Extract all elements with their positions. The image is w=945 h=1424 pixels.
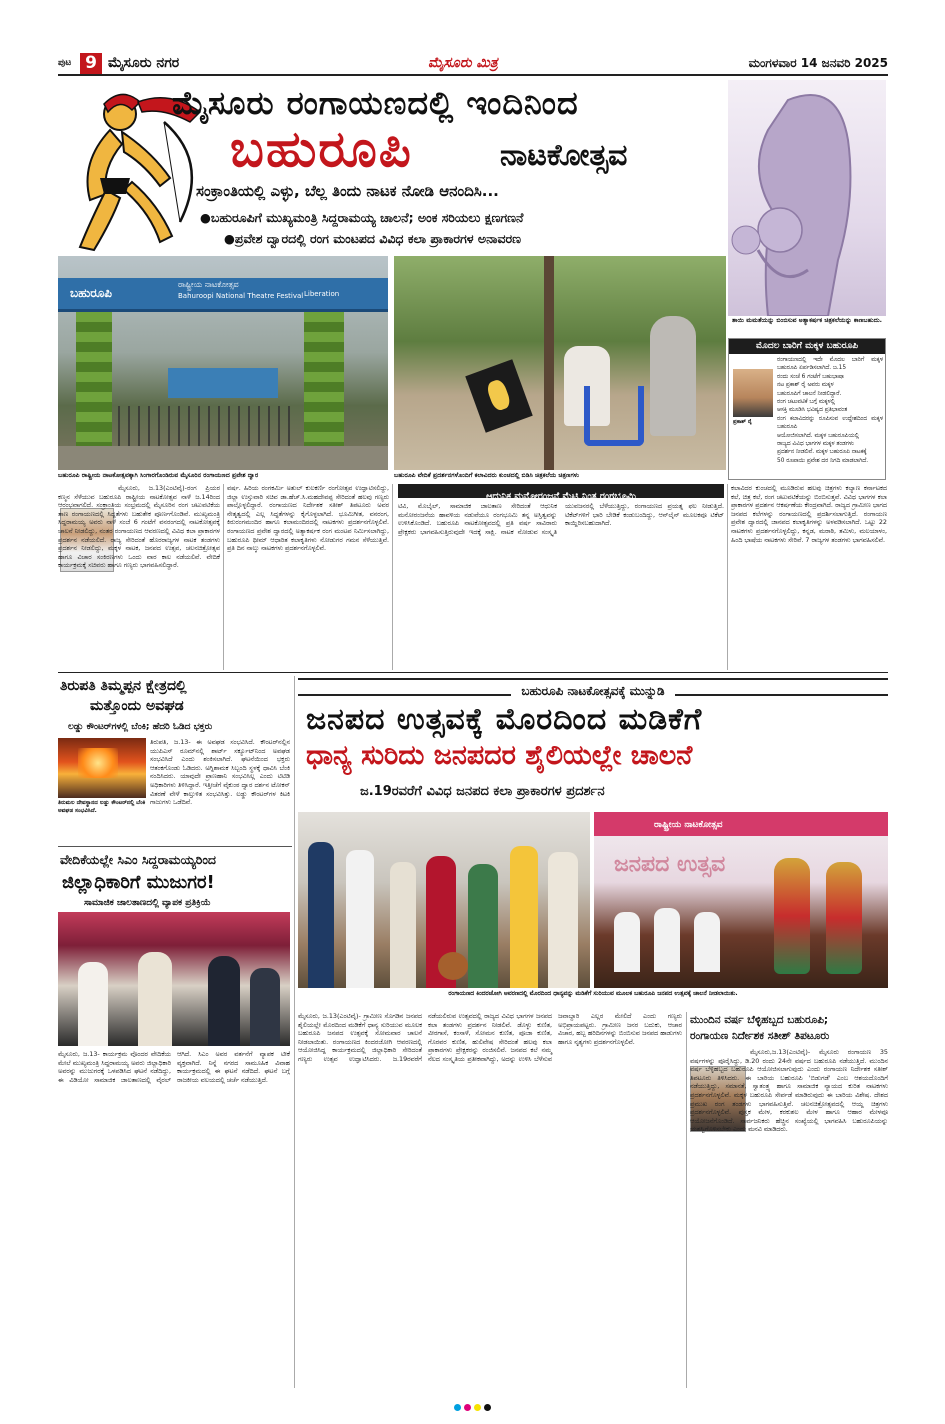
- dignitary-1: [308, 842, 334, 988]
- kids-box-line: ನಟ ಪ್ರಕಾಶ್ ರೈ ಅವರು ಮಕ್ಕಳ: [777, 382, 834, 389]
- person-2: [138, 952, 172, 1046]
- dignitary-3: [390, 862, 416, 988]
- grain-pot: [438, 952, 468, 980]
- dancer-1: [774, 858, 810, 974]
- musician-1: [614, 912, 640, 972]
- tree-trunk: [544, 256, 554, 470]
- fire-flames: [78, 748, 118, 778]
- stage-backdrop-word: ಜನಪದ ಉತ್ಸವ: [614, 852, 726, 877]
- tirupati-title-1: ತಿರುಪತಿ ತಿಮ್ಮಪ್ಪನ ಕ್ಷೇತ್ರದಲ್ಲಿ: [60, 678, 187, 694]
- tirupati-subtitle: ಲಡ್ಡು ಕೌಂಟರ್‌ಗಳಲ್ಲಿ ಬೆಂಕಿ; ಹೆದರಿ ಓಡಿದ ಭಕ್ತರು: [68, 722, 213, 732]
- issue-date: ಮಂಗಳವಾರ 14 ಜನವರಿ 2025: [748, 56, 888, 70]
- janapada-subtitle: ಜ.19ರವರೆಗೆ ವಿವಿಧ ಜನಪದ ಕಲಾ ಪ್ರಾಕಾರಗಳ ಪ್ರದರ್ಶನ: [360, 784, 605, 799]
- mother-sculpture-photo: [728, 80, 886, 316]
- lead-bullet-1: ●ಬಹುರೂಪಿಗೆ ಮುಖ್ಯಮಂತ್ರಿ ಸಿದ್ದರಾಮಯ್ಯ ಚಾಲನೆ; ಅಂಕ ಸರಿಯಲು ಕ್ಷಣಗಣನೆ: [200, 210, 524, 225]
- kids-box-line: ಆಸಕ್ತಿ ಮೂಡಿಸಿ ಭವಿಷ್ಯದ ಪ್ರತಿಭಾವಂತ: [777, 407, 848, 414]
- lead-kicker: ಮೈಸೂರು ರಂಗಾಯಣದಲ್ಲಿ ಇಂದಿನಿಂದ: [172, 84, 579, 122]
- registration-mark-magenta: [464, 1404, 471, 1411]
- kids-box-line: ರಂಗ ಕಲಾವಿದರನ್ನು ರೂಪಿಸುವ ಉದ್ದೇಶದಿಂದ ಮಕ್ಕಳ ಬಹುರೂಪಿ: [777, 415, 883, 431]
- kids-box-line: ರಂಗ ಚಟುವಟಿಕೆ ಬಗ್ಗೆ ಮಕ್ಕಳಲ್ಲಿ: [777, 399, 836, 406]
- mid-banner-text: ಆಧುನಿಕ ಮನೋರಂಜನೆ ಮೆಟ್ಟಿ ನಿಂತ ರಂಗಭೂಮಿ: [486, 491, 636, 502]
- next-year-title-2: ರಂಗಾಯಣ ನಿರ್ದೇಶಕ ಸತೀಶ್ ತಿಪಟೂರು: [690, 1030, 830, 1042]
- dignitary-2: [346, 850, 374, 988]
- dignitary-5: [468, 864, 498, 988]
- cm-story-title-2: ಜಿಲ್ಲಾಧಿಕಾರಿಗೆ ಮುಜುಗರ!: [62, 872, 215, 893]
- person-3: [208, 956, 240, 1046]
- column-rule: [294, 676, 295, 1388]
- lead-body-col3: ಟಿವಿ, ಮೊಬೈಲ್, ಸಾಮಾಜಿಕ ಜಾಲತಾಣ ಸೇರಿದಂತೆ ಆಧುನಿಕ ಮನೋರಂಜನೆಯ ಹಾವಳಿಯ ನಡುವೆಯೂ ರಂಗಭೂಮಿ ತನ್ನ ಅಸ್ತಿತ್ವವನ್ನು ಉಳಿಸಿಕೊಂಡಿದೆ. ಬಹುರೂಪಿ ನಾಟಕೋತ್ಸವದಲ್ಲಿ ಪ್ರತಿ ವರ್ಷ ಸಾವಿರಾರು ಪ್ರೇಕ್ಷಕರು ಭಾಗವಹಿಸುತ್ತಿರುವುದೇ ಇದಕ್ಕೆ ಸಾಕ್ಷಿ. ನಾಟಕ ನೋಡುವ ಸಂಸ್ಕೃತಿ ಯುವಜನರಲ್ಲಿ ಬೆಳೆಯುತ್ತಿದ್ದು, ರಂಗಾಯಣದ ಪ್ರಯತ್ನ ಫಲ ನೀಡುತ್ತಿದೆ. ಟಿಕೆಟ್‌ಗಳಿಗೆ ಭಾರಿ ಬೇಡಿಕೆ ಕಂಡುಬಂದಿದ್ದು, ಆನ್‌ಲೈನ್ ಮೂಲಕವೂ ಟಿಕೆಟ್ ಕಾಯ್ದಿರಿಸಬಹುದಾಗಿದೆ.: [398, 502, 724, 536]
- rangayana-gate-photo: [58, 256, 388, 470]
- janapada-stage-photo: [594, 812, 888, 988]
- painter-photo: [394, 256, 726, 470]
- section-divider: [58, 672, 888, 673]
- kids-box-line: ರಂದು ಸಂಜೆ 6 ಗಂಟೆಗೆ ಬಹುಭಾಷಾ: [777, 373, 844, 380]
- tirupati-fire-caption: ತಿರುಮಲ ದೇವಸ್ಥಾನದ ಲಡ್ಡು ಕೌಂಟರ್‌ನಲ್ಲಿ ಬೆಂಕಿ ಅವಘಡ ಸಂಭವಿಸಿದೆ.: [58, 800, 146, 814]
- next-year-title-1: ಮುಂದಿನ ವರ್ಷ ಬೆಳ್ಳಿಹಬ್ಬದ ಬಹುರೂಪಿ;: [690, 1014, 829, 1026]
- dignitary-7: [548, 852, 578, 988]
- garden-statue: [650, 316, 696, 436]
- registration-mark-black: [484, 1404, 491, 1411]
- gate-banner: [58, 278, 388, 312]
- lead-body-col2: ವರ್ಷ. ಹಿರಿಯ ರಂಗಕರ್ಮಿ ಅತುಲ್ ಕುಲಕರ್ಣಿ ರಂಗೋತ್ಸವ ಉದ್ಘಾಟಿಸಲಿದ್ದು, ಜಿಲ್ಲಾ ಉಸ್ತುವಾರಿ ಸಚಿವ ಡಾ.ಹೆಚ್.ಸಿ.ಮಹದೇವಪ್ಪ ಸೇರಿದಂತೆ ಹಲವು ಗಣ್ಯರು ಪಾಲ್ಗೊಳ್ಳಲಿದ್ದಾರೆ. ರಂಗಾಯಣದ ನಿರ್ದೇಶಕ ಸತೀಶ್ ತಿಪಟೂರು ಅವರ ನೇತೃತ್ವದಲ್ಲಿ ಎಲ್ಲ ಸಿದ್ಧತೆಗಳನ್ನು ಕೈಗೊಳ್ಳಲಾಗಿದೆ. ಭೂಮಿಗೀತ, ವನರಂಗ, ಕಿರುರಂಗಮಂದಿರ ಹಾಗೂ ಕಲಾಮಂದಿರದಲ್ಲಿ ನಾಟಕಗಳು ಪ್ರದರ್ಶನಗೊಳ್ಳಲಿವೆ. ರಂಗಾಯಣದ ಪ್ರವೇಶ ದ್ವಾರದಲ್ಲಿ ಅತ್ಯಾಕರ್ಷಕ ರಂಗ ಮಂಟಪ ನಿರ್ಮಿಸಲಾಗಿದ್ದು, ಬಹುರೂಪಿ ಥೀಮ್ ಆಧಾರಿತ ಕಲಾಕೃತಿಗಳು ನೋಡುಗರ ಗಮನ ಸೆಳೆಯುತ್ತಿವೆ. ಪ್ರತಿ ದಿನ ನಾಲ್ಕು ನಾಟಕಗಳು ಪ್ರದರ್ಶನಗೊಳ್ಳಲಿವೆ.: [227, 484, 389, 553]
- musician-2: [654, 908, 680, 972]
- column-rule: [727, 484, 728, 670]
- painter-caption: ಬಹುರೂಪಿ ವೇದಿಕೆ ಪ್ರದರ್ಶನಗಳೊಂದಿಗೆ ಕಲಾವಿದರು ಕುಂಚದಲ್ಲಿ ಬಿಡಿಸಿ ಚಿತ್ರಕಲೆಯ ಚಿತ್ರಣಗಳು: [394, 472, 580, 479]
- cm-story-title-1: ವೇದಿಕೆಯಲ್ಲೇ ಸಿಎಂ ಸಿದ್ದರಾಮಯ್ಯರಿಂದ: [60, 852, 216, 867]
- gate-sign-bahuroopi: ಬಹುರೂಪಿ: [70, 286, 112, 300]
- page-header: [58, 52, 888, 76]
- kids-box-line: 50 ರೂಪಾಯಿ ಪ್ರವೇಶ ದರ ನಿಗದಿ ಮಾಡಲಾಗಿದೆ.: [777, 457, 869, 464]
- lead-subtitle: ಸಂಕ್ರಾಂತಿಯಲ್ಲಿ ಎಳ್ಳು, ಬೆಲ್ಲ ತಿಂದು ನಾಟಕ ನೋಡಿ ಆನಂದಿಸಿ...: [196, 182, 499, 200]
- stage-banner-text: ರಾಷ್ಟ್ರೀಯ ನಾಟಕೋತ್ಸವ: [654, 820, 723, 830]
- janapada-kicker: ಬಹುರೂಪಿ ನಾಟಕೋತ್ಸವಕ್ಕೆ ಮುನ್ನುಡಿ: [511, 684, 674, 698]
- kids-box-title: ಮೊದಲ ಬಾರಿಗೆ ಮಕ್ಕಳ ಬಹುರೂಪಿ: [729, 339, 885, 354]
- painting-canvas: [465, 359, 533, 432]
- person-1: [78, 962, 108, 1046]
- registration-mark-cyan: [454, 1404, 461, 1411]
- lead-bullet-2: ●ಪ್ರವೇಶ ದ್ವಾರದಲ್ಲಿ ರಂಗ ಮಂಟಪದ ವಿವಿಧ ಕಲಾ ಪ್ರಾಕಾರಗಳ ಅನಾವರಣ: [224, 231, 521, 246]
- page-number: 9: [85, 53, 97, 73]
- gate-caption: ಬಹುರೂಪಿ ರಾಷ್ಟ್ರೀಯ ನಾಟಕೋತ್ಸವಕ್ಕಾಗಿ ಸಿಂಗಾರಗೊಂಡಿರುವ ಮೈಸೂರಿನ ರಂಗಾಯಣದ ಪ್ರವೇಶ ದ್ವಾರ: [58, 472, 259, 479]
- cm-story-body: ಮೈಸೂರು, ಜ.13- ಕಾರ್ಯಕ್ರಮ ವೊಂದರ ವೇದಿಕೆಯ ಮೇಲೆ ಮುಖ್ಯಮಂತ್ರಿ ಸಿದ್ದರಾಮಯ್ಯ ಅವರು ಜಿಲ್ಲಾಧಿಕಾರಿ ಅವರನ್ನು ಮುಜುಗರಕ್ಕೆ ಒಳಪಡಿಸಿದ ಘಟನೆ ನಡೆದಿದ್ದು, ಈ ವಿಡಿಯೋ ಸಾಮಾಜಿಕ ಜಾಲತಾಣದಲ್ಲಿ ವೈರಲ್ ಆಗಿದೆ. ಸಿಎಂ ಅವರ ವರ್ತನೆಗೆ ವ್ಯಾಪಕ ಟೀಕೆ ವ್ಯಕ್ತವಾಗಿದೆ. ನಿನ್ನೆ ನಗರದ ಸಾಮೂಹಿಕ ವಿವಾಹ ಕಾರ್ಯಕ್ರಮದಲ್ಲಿ ಈ ಘಟನೆ ನಡೆದಿದೆ. ಘಟನೆ ಬಗ್ಗೆ ರಾಜಕೀಯ ವಲಯದಲ್ಲಿ ಚರ್ಚೆ ನಡೆಯುತ್ತಿದೆ.: [58, 1050, 290, 1084]
- kids-box-line: ಆಯೋಜಿಸಲಾಗಿದೆ. ಮಕ್ಕಳ ಬಹುರೂಪಿಯಲ್ಲಿ: [777, 432, 859, 439]
- dancer-2: [826, 862, 862, 974]
- person-4: [250, 968, 280, 1046]
- kids-box-line: ರಾಜ್ಯದ ವಿವಿಧ ಭಾಗಗಳ ಮಕ್ಕಳ ತಂಡಗಳು: [777, 441, 854, 448]
- lead-title-main: ಬಹುರೂಪಿ: [230, 120, 413, 178]
- page-label: ಪುಟ: [58, 58, 72, 68]
- lead-title-tail: ನಾಟಕೋತ್ಸವ: [500, 138, 628, 173]
- janapada-body: ಮೈಸೂರು, ಜ.13(ಎಂಟಿವೈ)- ಗ್ರಾಮೀಣ ಸೊಗಡಿನ ಜನಪದ ಶೈಲಿಯಲ್ಲೇ ಮೊರದಿಂದ ಮಡಿಕೆಗೆ ಧಾನ್ಯ ಸುರಿಯುವ ಮೂಲಕ ಬಹುರೂಪಿ ಜನಪದ ಉತ್ಸವಕ್ಕೆ ಸೋಮವಾರ ಚಾಲನೆ ನೀಡಲಾಯಿತು. ರಂಗಾಯಣದ ಕಿಂದರಜೋಗಿ ಆವರಣದಲ್ಲಿ ಆಯೋಜಿಸಿದ್ದ ಕಾರ್ಯಕ್ರಮದಲ್ಲಿ ಜಿಲ್ಲಾಧಿಕಾರಿ ಸೇರಿದಂತೆ ಗಣ್ಯರು ಉತ್ಸವ ಉದ್ಘಾಟಿಸಿದರು. ಜ.19ರವರೆಗೆ ನಡೆಯಲಿರುವ ಉತ್ಸವದಲ್ಲಿ ರಾಜ್ಯದ ವಿವಿಧ ಭಾಗಗಳ ಜನಪದ ಕಲಾ ತಂಡಗಳು ಪ್ರದರ್ಶನ ನೀಡಲಿವೆ. ಡೊಳ್ಳು ಕುಣಿತ, ವೀರಗಾಸೆ, ಕಂಸಾಳೆ, ಸೋಮನ ಕುಣಿತ, ಪೂಜಾ ಕುಣಿತ, ಗೊರವರ ಕುಣಿತ, ಹುಲಿವೇಷ ಸೇರಿದಂತೆ ಹಲವು ಕಲಾ ಪ್ರಾಕಾರಗಳು ಪ್ರೇಕ್ಷಕರನ್ನು ರಂಜಿಸಲಿವೆ. ಜನಪದ ಕಲೆ ನಮ್ಮ ನೆಲದ ಸಂಸ್ಕೃತಿಯ ಪ್ರತೀಕವಾಗಿದ್ದು, ಅದನ್ನು ಉಳಿಸಿ ಬೆಳೆಸುವ ಜವಾಬ್ದಾರಿ ಎಲ್ಲರ ಮೇಲಿದೆ ಎಂದು ಗಣ್ಯರು ಅಭಿಪ್ರಾಯಪಟ್ಟರು. ಗ್ರಾಮೀಣ ಜನರ ಬದುಕು, ಆಚಾರ ವಿಚಾರ, ಹಬ್ಬ ಹರಿದಿನಗಳನ್ನು ಬಿಂಬಿಸುವ ಜನಪದ ಹಾಡುಗಳು ಹಾಗೂ ನೃತ್ಯಗಳು ಪ್ರದರ್ಶನಗೊಳ್ಳಲಿವೆ.: [298, 1012, 682, 1063]
- janapada-photo-caption: ರಂಗಾಯಣದ ಕಿಂದರಜೋಗಿ ಆವರಣದಲ್ಲಿ ಮೊರದಿಂದ ಧಾನ್ಯವನ್ನು ಮಡಿಕೆಗೆ ಸುರಿಯುವ ಮೂಲಕ ಬಹುರೂಪಿ ಜನಪದ ಉತ್ಸವಕ್ಕೆ ಚಾಲನೆ ನೀಡಲಾಯಿತು.: [448, 990, 738, 997]
- musician-3: [694, 912, 720, 972]
- next-year-body: ಮೈಸೂರು,ಜ.13(ಎಂಟಿವೈ)- ಮೈಸೂರು ರಂಗಾಯಣ 35 ವರ್ಷಗಳನ್ನು ಪೂರೈಸಿದ್ದು, ಡಿ.20 ರಂದು 24ನೇ ವರ್ಷದ ಬಹುರೂಪಿ ನಡೆಯುತ್ತಿದೆ. ಮುಂದಿನ ವರ್ಷ ಬೆಳ್ಳಿಹಬ್ಬದ ಬಹುರೂಪಿ ಆಯೋಜಿಸಲಾಗುವುದು ಎಂದು ರಂಗಾಯಣ ನಿರ್ದೇಶಕ ಸತೀಶ್ ತಿಪಟೂರು ತಿಳಿಸಿದರು. ಈ ಬಾರಿಯ ಬಹುರೂಪಿ 'ಬಿಡುಗಡೆ' ಎಂಬ ಆಶಯದೊಂದಿಗೆ ನಡೆಯುತ್ತಿದ್ದು, ಸಮಾನತೆ, ಸ್ವಾತಂತ್ರ್ಯ ಹಾಗೂ ಸಾಮಾಜಿಕ ನ್ಯಾಯದ ಕುರಿತ ನಾಟಕಗಳು ಪ್ರದರ್ಶನಗೊಳ್ಳಲಿವೆ. ಮಕ್ಕಳ ಬಹುರೂಪಿ ಸೇರ್ಪಡೆ ಮಾಡಿರುವುದು ಈ ಬಾರಿಯ ವಿಶೇಷ. ದೇಶದ ಪ್ರಮುಖ ರಂಗ ತಂಡಗಳು ಭಾಗವಹಿಸುತ್ತಿವೆ. ಚಲನಚಿತ್ರೋತ್ಸವದಲ್ಲಿ ಆಯ್ದ ಚಿತ್ರಗಳು ಪ್ರದರ್ಶನಗೊಳ್ಳಲಿವೆ. ಪುಸ್ತಕ ಮೇಳ, ಕರಕುಶಲ ಮೇಳ ಹಾಗೂ ಆಹಾರ ಮೇಳವೂ ಆಯೋಜನೆಗೊಂಡಿದೆ. ಸಾರ್ವಜನಿಕರು ಹೆಚ್ಚಿನ ಸಂಖ್ಯೆಯಲ್ಲಿ ಭಾಗವಹಿಸಿ ಬಹುರೂಪಿಯನ್ನು ಯಶಸ್ವಿಗೊಳಿಸಬೇಕು ಎಂದು ಮನವಿ ಮಾಡಿದರು.: [690, 1048, 888, 1134]
- cm-deputy-commissioner-photo: [58, 912, 290, 1046]
- page-number-badge: [80, 53, 102, 74]
- mid-banner: [398, 484, 724, 502]
- lead-body-col4: ಕಲಾವಿದರ ಕುಂಚದಲ್ಲಿ ಮೂಡಿರುವ ಹಲವು ಚಿತ್ರಗಳು ಕಲ್ಯಾಣ ಕರ್ನಾಟಕದ ಕಲೆ, ಚಿತ್ರ ಕಲೆ, ರಂಗ ಚಟುವಟಿಕೆಯನ್ನು ಬಿಂಬಿಸುತ್ತವೆ. ವಿವಿಧ ಭಾಗಗಳ ಕಲಾ ಪ್ರಾಕಾರಗಳ ಪ್ರದರ್ಶನ ಆಕರ್ಷಣೆಯ ಕೇಂದ್ರವಾಗಿದೆ. ರಾಜ್ಯದ ಗ್ರಾಮೀಣ ಭಾಗದ ಜನಪದ ಕಲೆಗಳನ್ನು ರಂಗಾಯಣದಲ್ಲಿ ಪ್ರದರ್ಶಿಸಲಾಗುತ್ತಿದೆ. ರಂಗಾಯಣ ಪ್ರವೇಶ ದ್ವಾರದಲ್ಲಿ ಜಾನಪದ ಕಲಾಕೃತಿಗಳನ್ನು ಅಳವಡಿಸಲಾಗಿದೆ. ಒಟ್ಟು 22 ನಾಟಕಗಳು ಪ್ರದರ್ಶನಗೊಳ್ಳಲಿದ್ದು, ಕನ್ನಡ, ಮರಾಠಿ, ತಮಿಳು, ಮಲಯಾಳಂ, ಹಿಂದಿ ಭಾಷೆಯ ನಾಟಕಗಳು ಸೇರಿವೆ. 7 ರಾಜ್ಯಗಳ ತಂಡಗಳು ಭಾಗವಹಿಸಲಿವೆ.: [731, 484, 887, 544]
- tirupati-body: ತಿರುಪತಿ, ಜ.13- ಈ ಅವಘಡ ಸಂಭವಿಸಿದೆ. ಕೌಂಟರ್‌ನಲ್ಲಿನ ಯುಪಿಎಸ್ ರೂಮ್‌ನಲ್ಲಿ ಶಾರ್ಟ್ ಸರ್ಕ್ಯೂಟ್‌ನಿಂದ ಅವಘಡ ಸಂಭವಿಸಿದೆ ಎಂದು ಶಂಕಿಸಲಾಗಿದೆ. ಘಟನೆಯಿಂದ ಭಕ್ತರು ಆತಂಕಗೊಂಡು ಓಡಿದರು. ಅಗ್ನಿಶಾಮಕ ಸಿಬ್ಬಂದಿ ಸ್ಥಳಕ್ಕೆ ಧಾವಿಸಿ ಬೆಂಕಿ ನಂದಿಸಿದರು. ಯಾವುದೇ ಪ್ರಾಣಹಾನಿ ಸಂಭವಿಸಿಲ್ಲ ಎಂದು ಟಿಟಿಡಿ ಅಧಿಕಾರಿಗಳು ತಿಳಿಸಿದ್ದಾರೆ. ಇತ್ತೀಚೆಗೆ ವೈಕುಂಠ ದ್ವಾರ ದರ್ಶನ ಟೋಕನ್ ವಿತರಣೆ ವೇಳೆ ಕಾಲ್ತುಳಿತ ಸಂಭವಿಸಿತ್ತು. ಲಡ್ಡು ಕೌಂಟರ್‌ಗಳ ಕಿಟಕಿ ಗಾಜುಗಳು ಒಡೆದಿವೆ.: [150, 738, 290, 807]
- janapada-title-2: ಧಾನ್ಯ ಸುರಿದು ಜನಪದರ ಶೈಲಿಯಲ್ಲೇ ಚಾಲನೆ: [306, 740, 693, 771]
- cm-story-subtitle: ಸಾಮಾಜಿಕ ಜಾಲತಾಣದಲ್ಲಿ ವ್ಯಾಪಕ ಪ್ರತಿಕ್ರಿಯೆ: [84, 898, 211, 908]
- kids-bahuroopi-box: [728, 338, 886, 480]
- kids-box-line: ರಂಗಾಯಣದಲ್ಲಿ ಇದೇ ಮೊದಲ ಬಾರಿಗೆ ಮಕ್ಕಳ ಬಹುರೂಪಿ ಏರ್ಪಡಿಸಲಾಗಿದೆ. ಜ.15: [777, 357, 883, 372]
- kids-box-line: ಪ್ರದರ್ಶನ ನೀಡಲಿವೆ. ಮಕ್ಕಳ ಬಹುರೂಪಿ ನಾಟಕಕ್ಕೆ: [777, 449, 867, 456]
- section-name: ಮೈಸೂರು ನಗರ: [108, 55, 180, 71]
- gate-sign-liberation: Liberation: [304, 290, 340, 298]
- kids-box-text: [777, 356, 883, 478]
- tirupati-title-2: ಮತ್ತೊಂದು ಅವಘಡ: [90, 698, 184, 714]
- section-divider: [58, 846, 292, 847]
- blue-chair: [584, 386, 644, 446]
- janapada-title-1: ಜನಪದ ಉತ್ಸವಕ್ಕೆ ಮೊರದಿಂದ ಮಡಿಕೆಗೆ: [306, 702, 703, 737]
- registration-mark-yellow: [474, 1404, 481, 1411]
- janapada-kicker-bar: [298, 678, 888, 696]
- lead-body-col1: ಮೈಸೂರು, ಜ.13(ಎಂಟಿವೈ)-ರಂಗ ಪ್ರಿಯರ ಕಣ್ಮನ ಸೆಳೆಯುವ ಬಹುರೂಪಿ ರಾಷ್ಟ್ರೀಯ ನಾಟಕೋತ್ಸವ ನಾಳೆ ಜ.14ರಿಂದ ಆರಂಭವಾಗಲಿದೆ. ಸಂಕ್ರಾಂತಿಯ ಸಂಭ್ರಮದಲ್ಲಿ ಮೈಸೂರಿನ ರಂಗ ಚಟುವಟಿಕೆಯ ತಾಣ ರಂಗಾಯಣದಲ್ಲಿ ಸಿದ್ಧತೆಗಳು ಬಹುತೇಕ ಪೂರ್ಣಗೊಂಡಿವೆ. ಮುಖ್ಯಮಂತ್ರಿ ಸಿದ್ದರಾಮಯ್ಯ ಅವರು ನಾಳೆ ಸಂಜೆ 6 ಗಂಟೆಗೆ ವನರಂಗದಲ್ಲಿ ನಾಟಕೋತ್ಸವಕ್ಕೆ ಚಾಲನೆ ನೀಡಲಿದ್ದು, ನಂತರ ರಂಗಾಯಣದ ಆವರಣದಲ್ಲಿ ವಿವಿಧ ಕಲಾ ಪ್ರಾಕಾರಗಳ ಪ್ರದರ್ಶನ ನಡೆಯಲಿದೆ. ರಾಜ್ಯ ಸೇರಿದಂತೆ ಹೊರರಾಜ್ಯಗಳ ನಾಟಕ ತಂಡಗಳು ಪ್ರದರ್ಶನ ನೀಡಲಿದ್ದು, ಮಕ್ಕಳ ನಾಟಕ, ಜನಪದ ಉತ್ಸವ, ಚಲನಚಿತ್ರೋತ್ಸವ ಹಾಗೂ ವಿಚಾರ ಸಂಕಿರಣಗಳು ಒಂದು ವಾರ ಕಾಲ ನಡೆಯಲಿವೆ. ವೇದಿಕೆ ಕಾರ್ಯಕ್ರಮಕ್ಕೆ ಸಚಿವರು ಹಾಗೂ ಗಣ್ಯರು ಭಾಗವಹಿಸಲಿದ್ದಾರೆ.: [58, 484, 220, 570]
- tirupati-fire-photo: [58, 738, 146, 798]
- prakash-rai-photo: [733, 369, 773, 425]
- janapada-inauguration-photo: [298, 812, 590, 988]
- stage-banner: [594, 812, 888, 836]
- prakash-rai-label: ಪ್ರಕಾಶ್ ರೈ: [733, 419, 752, 425]
- gate-road: [58, 446, 388, 470]
- column-rule: [392, 484, 393, 670]
- column-rule: [223, 484, 224, 670]
- masthead: ಮೈಸೂರು ಮಿತ್ರ: [428, 55, 498, 71]
- sculpture-caption: ತಾಯಿ ಮಮತೆಯನ್ನು ಬಿಂಬಿಸುವ ಅತ್ಯಾಕರ್ಷಕ ಚಿತ್ರಕಲೆಯನ್ನು ಕಾಣಬಹುದು.: [731, 317, 883, 324]
- gate-sign-festival-kn: ರಾಷ್ಟ್ರೀಯ ನಾಟಕೋತ್ಸವ: [178, 280, 239, 289]
- gate-sign-festival-en: Bahuroopi National Theatre Festival: [178, 292, 304, 300]
- column-rule: [686, 1012, 687, 1388]
- gate-inner-arch: [168, 368, 278, 398]
- dignitary-6: [510, 846, 538, 988]
- kids-box-line: ಬಹುರೂಪಿಗೆ ಚಾಲನೆ ನೀಡಲಿದ್ದಾರೆ.: [777, 390, 842, 397]
- painting-figure: [485, 378, 512, 412]
